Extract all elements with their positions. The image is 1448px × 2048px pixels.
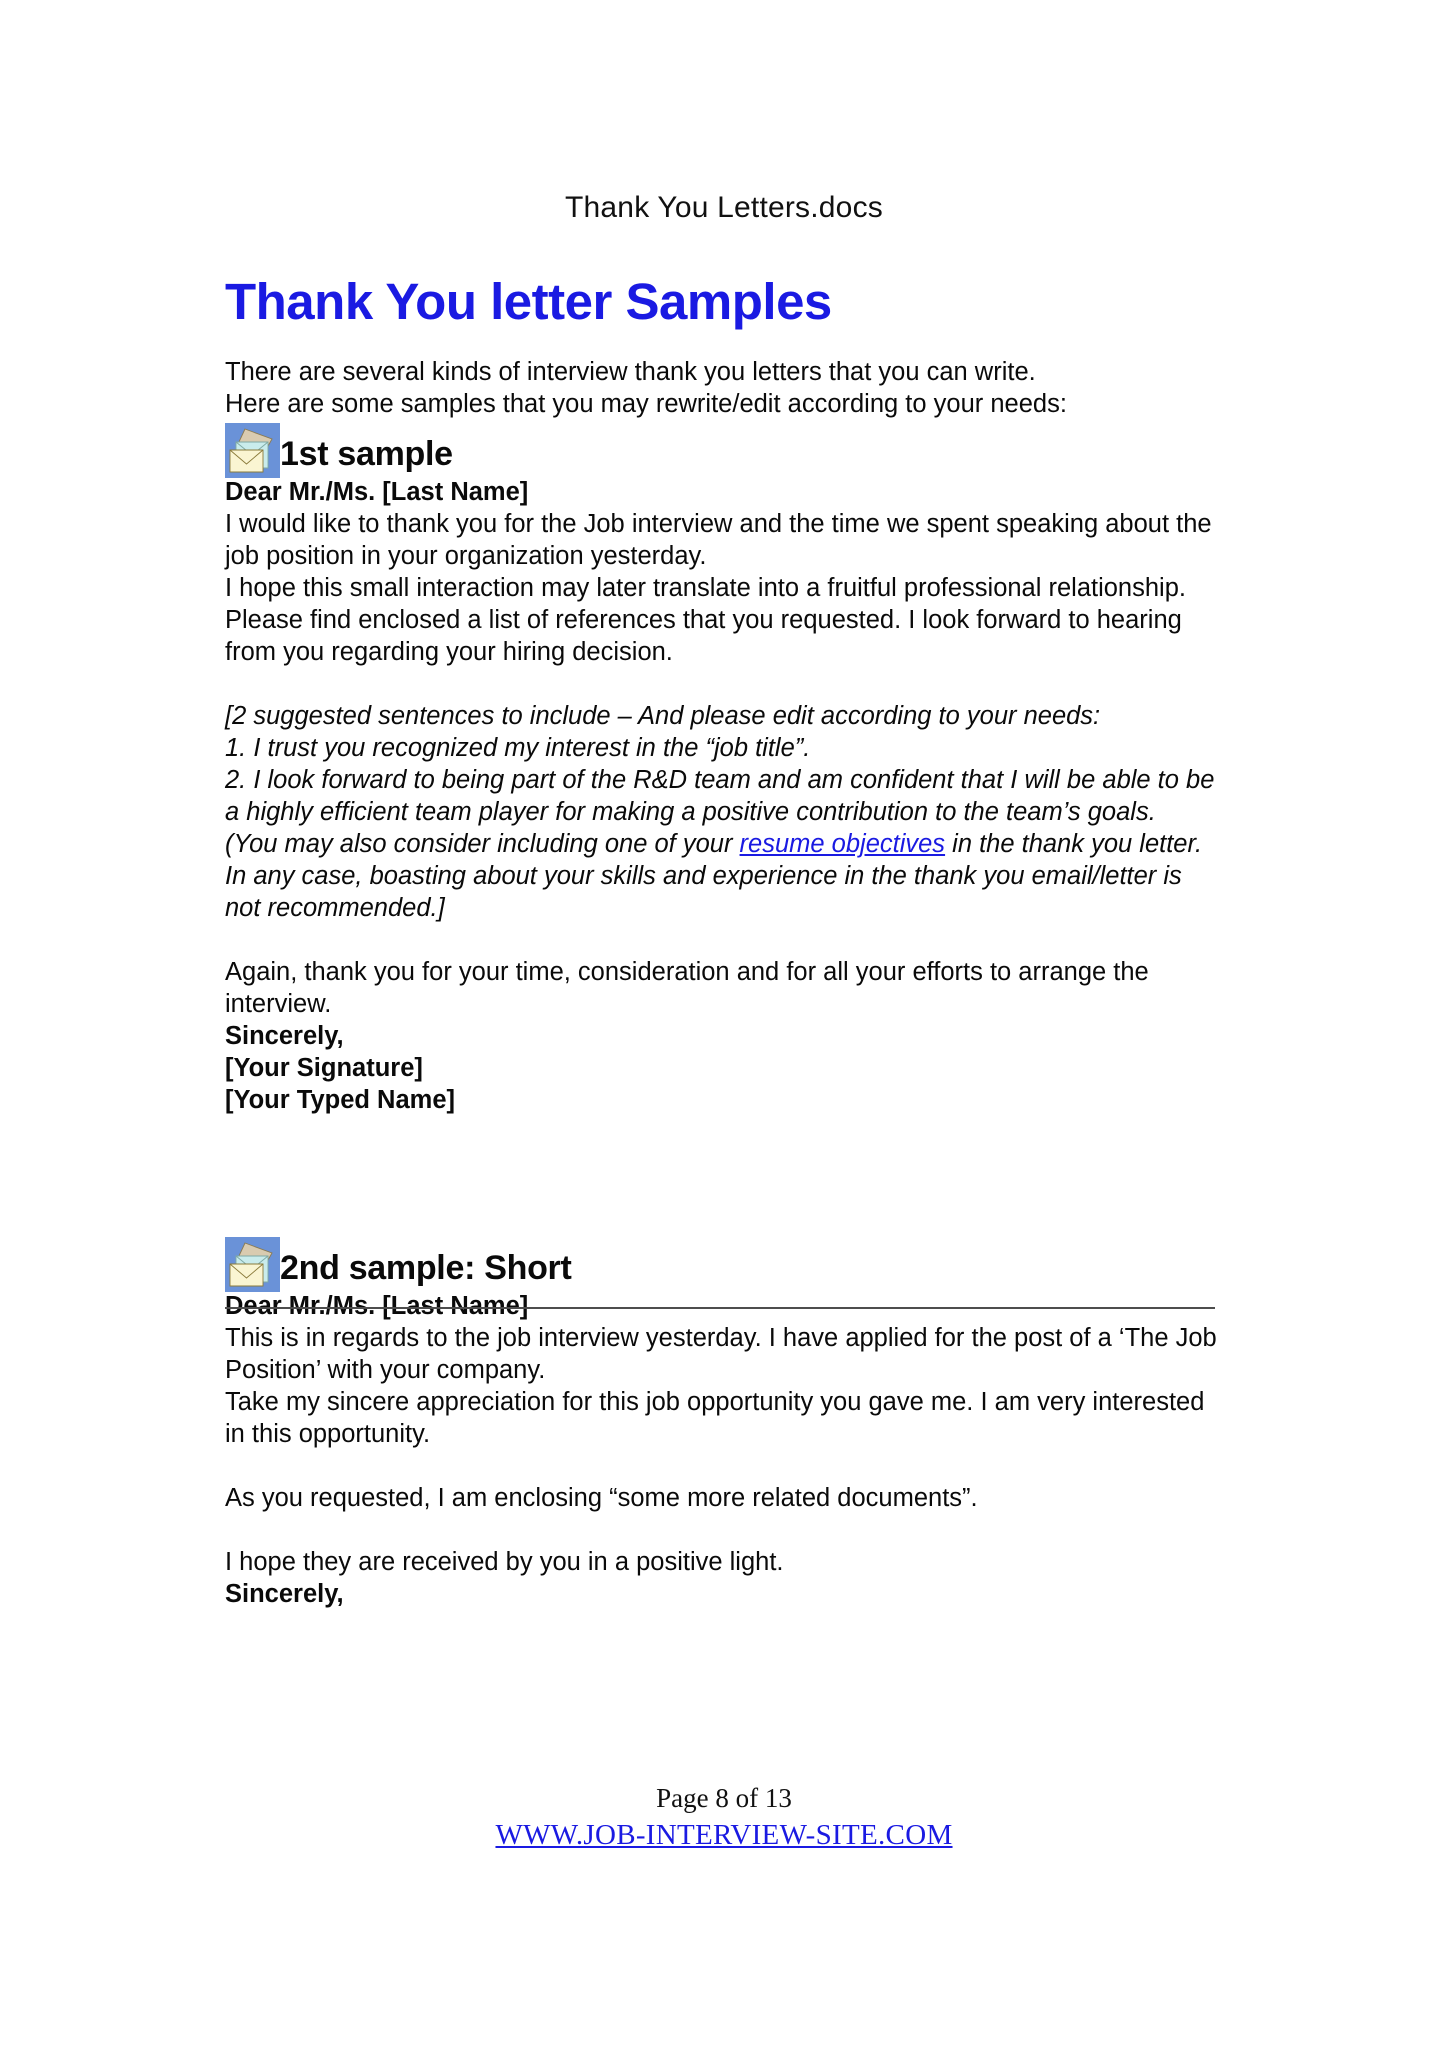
sample-1-body-1: I would like to thank you for the Job interview and the time we spent speaking about the job position in your organization yesterday. <box>225 510 1212 570</box>
sample-1-note-1: [2 suggested sentences to include – And please edit according to your needs: <box>225 702 1101 730</box>
envelope-icon <box>225 423 280 478</box>
page-number: Page 8 of 13 <box>656 1783 792 1813</box>
spacer <box>225 1514 1220 1546</box>
page-title: Thank You letter Samples <box>225 273 832 330</box>
sample-2-enclosing: As you requested, I am enclosing “some more related documents”. <box>225 1484 978 1512</box>
spacer <box>225 924 1220 956</box>
intro-line-1: There are several kinds of interview thank you letters that you can write. <box>225 358 1036 386</box>
sample-1-heading: 1st sample <box>280 435 453 473</box>
sample-1-body-2: I hope this small interaction may later translate into a fruitful professional relationship. <box>225 574 1186 602</box>
envelope-icon <box>225 1237 280 1292</box>
sample-1-signoff-1: Sincerely, <box>225 1022 344 1050</box>
spacer <box>225 1450 1220 1482</box>
section-gap <box>225 1116 1220 1234</box>
page-footer <box>0 1782 1448 1853</box>
sample-2-heading-row <box>225 1234 1220 1290</box>
spacer <box>225 668 1220 700</box>
resume-objectives-link[interactable]: resume objectives <box>739 830 946 858</box>
sample-2-hope: I hope they are received by you in a positive light. <box>225 1548 784 1576</box>
sample-1-closing-paragraph: Again, thank you for your time, consideration and for all your efforts to arrange the interview. <box>225 958 1149 1018</box>
sample-1-heading-row <box>225 420 1220 476</box>
sample-1-note-3: 2. I look forward to being part of the R&D team and am confident that I will be able to be a highly efficient team player for making a positive contribution to the team’s goals. <box>225 766 1215 826</box>
document-body <box>225 272 1220 1610</box>
sample-2-salutation: Dear Mr./Ms. [Last Name] <box>225 1292 529 1320</box>
sample-1-body-3: Please find enclosed a list of references that you requested. I look forward to hearing from you regarding your hiring decision. <box>225 606 1182 666</box>
site-url-link[interactable]: WWW.JOB-INTERVIEW-SITE.COM <box>495 1819 953 1851</box>
sample-2-heading: 2nd sample: Short <box>280 1249 572 1287</box>
sample-1-note-link-line <box>225 828 1220 860</box>
section-divider <box>225 1307 1215 1309</box>
document-file-title: Thank You Letters.docs <box>565 191 883 224</box>
intro-line-2: Here are some samples that you may rewrite/edit according to your needs: <box>225 390 1067 418</box>
sample-1-signoff-3: [Your Typed Name] <box>225 1086 455 1114</box>
note-link-prefix: (You may also consider including one of your <box>225 830 740 858</box>
sample-1-note-tail: In any case, boasting about your skills and experience in the thank you email/letter is not recommended.] <box>225 862 1182 922</box>
note-link-suffix: in the thank you letter. <box>945 830 1203 858</box>
sample-1-signoff-2: [Your Signature] <box>225 1054 423 1082</box>
sample-2-body-2: Take my sincere appreciation for this job opportunity you gave me. I am very interested in this opportunity. <box>225 1388 1205 1448</box>
sample-1-salutation: Dear Mr./Ms. [Last Name] <box>225 478 529 506</box>
sample-2-body-1: This is in regards to the job interview yesterday. I have applied for the post of a ‘The Job Position’ with your company. <box>225 1324 1217 1384</box>
sample-2-signoff-1: Sincerely, <box>225 1580 344 1608</box>
sample-1-note-2: 1. I trust you recognized my interest in the “job title”. <box>225 734 811 762</box>
